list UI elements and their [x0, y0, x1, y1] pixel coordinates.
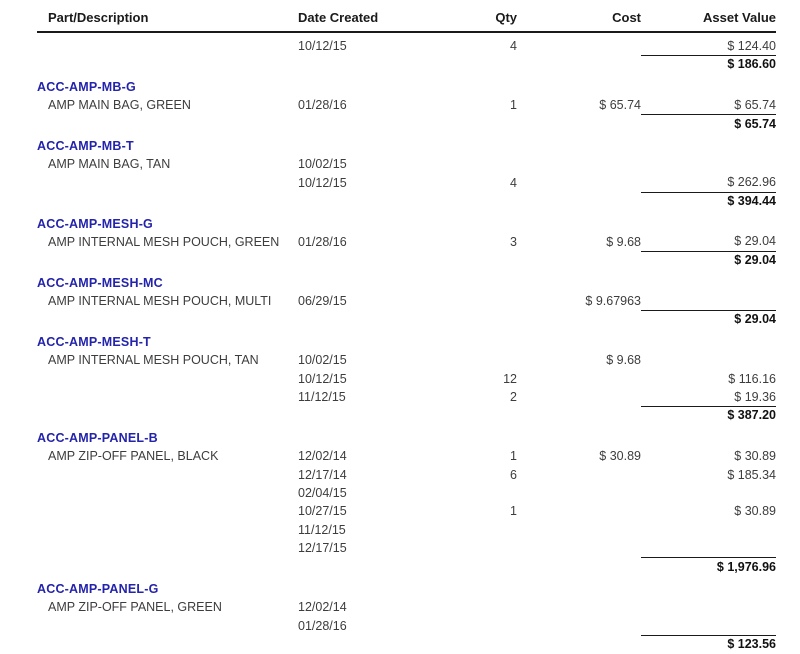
part-group-row: [37, 274, 776, 292]
cell-cost: $ 65.74: [599, 98, 641, 113]
cell-qty: [408, 635, 517, 653]
cell-cost: [517, 155, 641, 173]
table-row: [37, 155, 776, 173]
cell-cost: [517, 466, 641, 484]
subtotal-row: [37, 635, 776, 653]
cell-date-created: 10/12/15: [298, 175, 347, 190]
cell-description: [37, 388, 298, 406]
cell-cost: [517, 558, 641, 576]
cell-qty: [408, 115, 517, 133]
part-code: ACC-AMP-MESH-T: [37, 334, 151, 349]
cell-qty: [408, 155, 517, 173]
cell-qty: 12: [503, 371, 517, 386]
cell-description: [37, 539, 298, 557]
cell-description: [37, 174, 298, 192]
cell-date-created: [298, 310, 408, 328]
cell-cost: [517, 539, 641, 557]
table-row: [37, 370, 776, 388]
subtotal-value: $ 1,976.96: [716, 559, 776, 574]
table-row: [37, 388, 776, 406]
cell-date-created: 11/12/15: [298, 522, 346, 537]
cell-cost: $ 30.89: [599, 449, 641, 464]
part-group-row: [37, 215, 776, 233]
column-header-date-created: Date Created: [298, 10, 379, 25]
part-code: ACC-AMP-MB-T: [37, 138, 134, 153]
cell-description: AMP INTERNAL MESH POUCH, MULTI: [48, 294, 272, 309]
cell-qty: [408, 558, 517, 576]
cell-asset-value: $ 30.89: [734, 504, 776, 519]
cell-description: [37, 406, 298, 424]
table-row: [37, 174, 776, 192]
cell-cost: [517, 406, 641, 424]
table-header-row: [37, 10, 776, 33]
table-row: [37, 96, 776, 114]
cell-description: [37, 370, 298, 388]
cell-cost: $ 9.67963: [585, 294, 641, 309]
table-row: [37, 466, 776, 484]
cell-qty: [408, 251, 517, 269]
cell-qty: [408, 55, 517, 73]
part-group-row: [37, 429, 776, 447]
cell-asset-value: $ 262.96: [641, 173, 776, 192]
cell-date-created: 11/12/15: [298, 390, 346, 405]
cell-description: AMP INTERNAL MESH POUCH, TAN: [48, 353, 259, 368]
cell-asset-value: $ 116.16: [728, 371, 776, 386]
cell-description: AMP ZIP-OFF PANEL, BLACK: [48, 449, 219, 464]
subtotal-row: [37, 310, 776, 328]
cell-description: AMP INTERNAL MESH POUCH, GREEN: [48, 234, 280, 249]
cell-asset-value: [641, 292, 776, 311]
cell-date-created: [298, 251, 408, 269]
cell-qty: 4: [510, 175, 517, 190]
cell-qty: [408, 406, 517, 424]
cell-cost: [517, 251, 641, 269]
cell-date-created: 12/02/14: [298, 600, 347, 615]
cell-date-created: [298, 558, 408, 576]
subtotal-value: $ 186.60: [727, 57, 776, 72]
cell-qty: 4: [510, 39, 517, 53]
cell-cost: [517, 174, 641, 192]
cell-date-created: [298, 55, 408, 73]
table-row: [37, 598, 776, 616]
cell-description: [37, 502, 298, 520]
cell-qty: [408, 539, 517, 557]
table-row: [37, 617, 776, 635]
subtotal-row: [37, 192, 776, 210]
cell-cost: [517, 310, 641, 328]
cell-description: [37, 617, 298, 635]
cell-description: [37, 251, 298, 269]
cell-qty: [408, 598, 517, 616]
cell-cost: [517, 55, 641, 73]
cell-date-created: 10/12/15: [298, 371, 347, 386]
part-code: ACC-AMP-MESH-MC: [37, 275, 163, 290]
cell-date-created: [298, 635, 408, 653]
cell-qty: [408, 310, 517, 328]
cell-asset-value: [641, 598, 776, 616]
cell-description: [37, 484, 298, 502]
part-group-row: [37, 137, 776, 155]
column-header-part-description: Part/Description: [48, 10, 149, 25]
subtotal-row: [37, 55, 776, 73]
cell-description: AMP MAIN BAG, GREEN: [48, 98, 191, 113]
cell-cost: [517, 192, 641, 210]
cell-qty: [408, 192, 517, 210]
cell-date-created: 02/04/15: [298, 485, 347, 500]
asset-table: [37, 10, 776, 654]
table-row: [37, 521, 776, 539]
cell-date-created: 12/17/14: [298, 467, 347, 482]
cell-qty: [408, 351, 517, 369]
column-header-asset-value: Asset Value: [703, 10, 776, 25]
cell-asset-value: [641, 521, 776, 539]
cell-cost: [517, 617, 641, 635]
cell-asset-value: [641, 539, 776, 558]
cell-asset-value: $ 19.36: [641, 388, 776, 407]
cell-description: [37, 521, 298, 539]
cell-asset-value: [641, 351, 776, 369]
subtotal-value: $ 29.04: [734, 312, 776, 327]
table-row: [37, 484, 776, 502]
cell-description: AMP ZIP-OFF PANEL, GREEN: [48, 600, 222, 615]
part-group-row: [37, 78, 776, 96]
cell-date-created: 10/12/15: [298, 39, 347, 53]
cell-description: [37, 192, 298, 210]
subtotal-row: [37, 251, 776, 269]
cell-date-created: 01/28/16: [298, 234, 347, 249]
table-row: [37, 233, 776, 251]
cell-asset-value: [641, 484, 776, 502]
cell-qty: 3: [510, 234, 517, 249]
cell-date-created: [298, 192, 408, 210]
cell-date-created: 10/02/15: [298, 353, 347, 368]
table-row: [37, 447, 776, 465]
cell-date-created: 10/27/15: [298, 504, 347, 519]
cell-asset-value: $ 65.74: [641, 96, 776, 115]
table-row: [37, 37, 776, 55]
table-row: [37, 539, 776, 557]
cell-cost: [517, 635, 641, 653]
cell-qty: [408, 292, 517, 310]
cell-asset-value: $ 124.40: [641, 37, 776, 56]
column-header-qty: Qty: [495, 10, 517, 25]
subtotal-row: [37, 115, 776, 133]
cell-asset-value: [641, 155, 776, 173]
cell-description: [37, 635, 298, 653]
cell-description: [37, 466, 298, 484]
cell-qty: [408, 484, 517, 502]
cell-date-created: 10/02/15: [298, 157, 347, 172]
table-row: [37, 351, 776, 369]
cell-cost: [517, 388, 641, 406]
cell-date-created: [298, 406, 408, 424]
subtotal-row: [37, 558, 776, 576]
table-row: [37, 292, 776, 310]
cell-date-created: [298, 115, 408, 133]
cell-cost: $ 9.68: [606, 353, 641, 368]
subtotal-value: $ 387.20: [727, 408, 776, 423]
cell-cost: [517, 502, 641, 520]
part-group-row: [37, 333, 776, 351]
subtotal-value: $ 123.56: [727, 637, 776, 652]
cell-date-created: 06/29/15: [298, 294, 347, 309]
subtotal-row: [37, 406, 776, 424]
cell-description: [37, 310, 298, 328]
part-code: ACC-AMP-PANEL-G: [37, 581, 159, 596]
column-header-cost: Cost: [612, 10, 641, 25]
subtotal-value: $ 394.44: [727, 194, 776, 209]
cell-date-created: 12/17/15: [298, 541, 347, 556]
cell-cost: [517, 115, 641, 133]
part-code: ACC-AMP-PANEL-B: [37, 430, 158, 445]
cell-cost: [517, 37, 641, 55]
part-code: ACC-AMP-MESH-G: [37, 216, 153, 231]
subtotal-value: $ 65.74: [734, 116, 776, 131]
cell-cost: [517, 598, 641, 616]
table-body: [37, 33, 776, 654]
cell-qty: 1: [510, 504, 517, 519]
cell-asset-value: $ 30.89: [734, 449, 776, 464]
cell-date-created: 12/02/14: [298, 449, 347, 464]
cell-date-created: 01/28/16: [298, 98, 347, 113]
cell-qty: [408, 521, 517, 539]
cell-description: [37, 55, 298, 73]
cell-cost: [517, 370, 641, 388]
subtotal-value: $ 29.04: [734, 253, 776, 268]
cell-description: [37, 37, 298, 55]
cell-qty: [408, 617, 517, 635]
cell-cost: [517, 484, 641, 502]
part-code: ACC-AMP-MB-G: [37, 79, 136, 94]
cell-cost: [517, 521, 641, 539]
cell-cost: $ 9.68: [606, 234, 641, 249]
cell-description: AMP MAIN BAG, TAN: [48, 157, 171, 172]
cell-description: [37, 115, 298, 133]
cell-qty: 1: [510, 449, 517, 464]
table-row: [37, 502, 776, 520]
cell-asset-value: [641, 616, 776, 635]
cell-asset-value: $ 29.04: [641, 232, 776, 251]
part-group-row: [37, 580, 776, 598]
cell-qty: 6: [510, 467, 517, 482]
cell-date-created: 01/28/16: [298, 618, 347, 633]
cell-asset-value: $ 185.34: [727, 467, 776, 482]
cell-qty: 1: [510, 98, 517, 113]
cell-description: [37, 558, 298, 576]
cell-qty: 2: [510, 390, 517, 405]
